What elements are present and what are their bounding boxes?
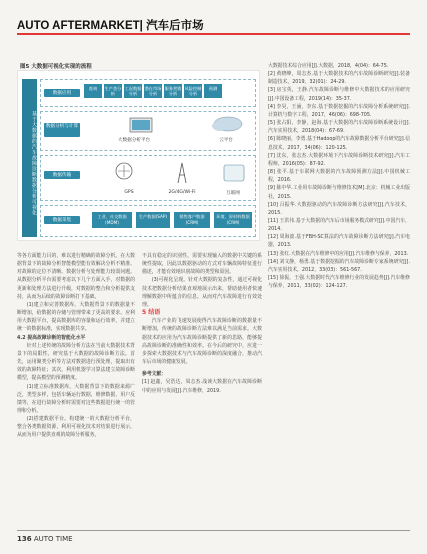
app-item-production: 生产类分析 (104, 86, 122, 96)
collect-item-sales: 销售客户数据(CRM) (174, 212, 210, 228)
app-item-query: 查询 (84, 84, 102, 98)
footer-divider (17, 530, 410, 531)
internet-icon (224, 165, 244, 181)
app-item-condition: 工况数据分析 (124, 86, 142, 96)
reference-item: [15] 徐振，王强.大数据时代汽车维修行业的发展趋势[J].汽车维修与保养，2011，33(02)：124-127. (268, 275, 410, 290)
paragraph: (1)建立标准数据库。大数据背景下的数据来源广泛，类型多样，包括车辆运行数据、维修数据、用户反馈等，在进行故障分析时需要对这些数据进行统一的管理和分析。 (17, 383, 135, 414)
app-item-risk: 风险控制分析 (184, 86, 202, 96)
analysis-platform-label: 大数据分析平台 (117, 138, 151, 143)
reference-item: [2] 黄晓峰，周志杰.基于大数据技术的汽车故障诊断研究[J].装备制造技术，2019，32(01)：24-29. (268, 71, 410, 86)
section-heading: 4.2 提高故障诊断的智能化水平 (17, 334, 86, 341)
internet-label: 互联网 (226, 191, 240, 196)
wireless-label: 2G/4G/Wi-Fi (168, 190, 196, 195)
reference-item: [9] 陈中华.工业用车故障诊断与维修技术[M].北京：机械工业出版社，2015. (268, 185, 410, 200)
reference-item: [14] 刘文静，杨勇.基于数据挖掘的汽车故障诊断专家系统研究[J].汽车实用技术，2012，33(03)：561-567. (268, 258, 410, 273)
journal-title: AUTO AFTERMARKET| 汽车后市场 (17, 20, 204, 32)
collect-item-production: 生产数据(SAP) (136, 212, 170, 228)
gps-label: GPS (124, 190, 134, 195)
row-label-collection: 数据采集 (44, 216, 80, 224)
paragraph: 针对上述传统的故障分析方法在当前大数据技术背景下的局限性，研究基于大数据的故障诊断方法。首先，运用聚类分析等方法对数据进行预处理，提取出有效的故障特征；其次，利用机器学习算法建立故障诊断模型，提高模型的预测精度。 (17, 342, 135, 382)
paragraph: (2)搭建数据平台。构建统一的大数据分析平台，整合各类数据资源，利用可视化技术对结果进行展示，从而为用户提供直观的故障分析服务。 (17, 416, 135, 439)
app-item-service: 服务营销分析 (164, 86, 182, 96)
row-label-analysis: 数据分析与计算 (44, 123, 80, 137)
row-label-application: 数据应用 (44, 89, 80, 97)
figure-5 (17, 70, 260, 241)
page-footer (17, 535, 73, 543)
reference-item: [3] 房宝英，王静.汽车故障诊断与维修中大数据技术的应用研究[J].中国设备工程，2019(14)：35-37. (268, 87, 410, 102)
reference-item: [5] 张占阳，李静，赵海.基于大数据的汽车故障诊断系统设计[J].汽车实用技术，2018(04)：67-69. (268, 120, 410, 135)
reference-item: [1] 赵鑫，吴浩达，周志杰.浅谈大数据在汽车故障诊断中的应用与发展[J].汽车维修，2019. (142, 379, 262, 394)
collect-item-environment: 环境、原材料数据(CRM) (214, 212, 252, 228)
figure-side-label: 基于大数据的汽车故障诊断数据分析可视化 (22, 79, 37, 237)
reference-item: [7] 沈东，张志杰.大数据环境下汽车故障诊断技术研究[J].汽车工程师，2016(05)：87-92. (268, 152, 410, 167)
column-left (17, 252, 135, 524)
reference-item: [13] 张红.大数据在汽车维修中的应用[J].汽车维修与保养，2013. (268, 250, 409, 257)
page-number: 136 (17, 535, 32, 543)
column-middle (142, 252, 262, 524)
reference-item: [8] 张平.基于车联网大数据的汽车故障预测方法[J].中国机械工程，2016. (268, 169, 410, 184)
paragraph: 等各方面能力目的，难以进行精确的故障分析。在大数据背景下的故障分析智能模型能有效解决分析不精准、对故障的定位不清晰、数据分析与处理能力较弱问题。从数据分析平台需要考虑以下几个方面入手，对数据的更新和处理方法进行升级，对数据的整合和分析提供支持，从而为后续的故障诊断打下基础。 (17, 253, 135, 300)
column-references (268, 62, 410, 524)
paragraph: (1)建立和完善数据库。大数据背景下的数据量不断增加，给数据的存储与管理带来了更高的要求。应利用大数据平台，提高数据库的容量和运行效率，并建立统一的数据标准，实现数据共享。 (17, 301, 135, 333)
references-heading: 参考文献： (142, 371, 167, 378)
transport-icons (106, 159, 256, 189)
app-item-market: 潜在市场分析 (144, 86, 162, 96)
reference-item: [10] 吕振华.大数据驱动的汽车故障诊断方法研究[J].汽车技术，2015. (268, 201, 410, 216)
journal-name: AUTO TIME (33, 535, 73, 543)
paragraph: (3)可视化呈现。针对大数据的复杂性，通过可视化技术把数据分析结果直观地展示出来，帮助使用者快速理解数据中所蕴含的信息，从而对汽车故障进行有效处理。 (142, 277, 262, 308)
reference-item: [12] 周海波.基于FBH-SC算法的汽车故障诊断方法研究[J].汽车电器，2013. (268, 234, 410, 249)
paragraph: 汽车产业的飞速发展使得汽车故障诊断的数据量不断增加，传统的故障诊断方法难以满足当前需求。大数据技术的应用为汽车故障诊断提供了新的思路，能够提高故障诊断的准确性和效率。在今后的研究中，应进一步探索大数据技术与汽车故障诊断的深度融合，推动汽车后市场的健康发展。 (142, 318, 262, 366)
collect-item-industry: 工业、社交数据(MDM) (92, 212, 132, 228)
header-divider (17, 33, 410, 35)
figure-caption: 图5 大数据可视化实现的流程 (20, 64, 92, 70)
reference-item: [4] 李昊，王涵，李东.基于数据挖掘的汽车故障分析系统研究[J].计算机与数字工程，2017，46(06)：698-705. (268, 103, 410, 118)
cloud-platform-label: 云平台 (219, 138, 233, 143)
row-label-transport: 数据传输 (44, 171, 80, 179)
monitor-screen (132, 120, 150, 130)
reference-item: 大数据技术综合应用[J].大数据，2018，4(04)：64-75. (268, 63, 389, 69)
reference-item: [11] 王洪伟.基于大数据的汽车后市场服务模式研究[J].中国汽车，2014. (268, 217, 410, 233)
antenna-icon (178, 163, 186, 183)
reference-item: [6] 陈晓丽，李勇.基于Hadoop的汽车故障数据分析平台研究[J].信息技术，2017，34(06)：120-125. (268, 136, 410, 151)
app-item-forecast: 预测 (204, 84, 222, 98)
page-header (0, 0, 427, 46)
section-heading-conclusion: 5 结语 (142, 309, 161, 317)
paragraph: 不具有稳定的识别性。需要实现输入的数据中关键的系统性提取，因此以数据驱动的方式对车辆故障特征进行描述，才能有效地识别故障的类型和原因。 (142, 253, 262, 276)
